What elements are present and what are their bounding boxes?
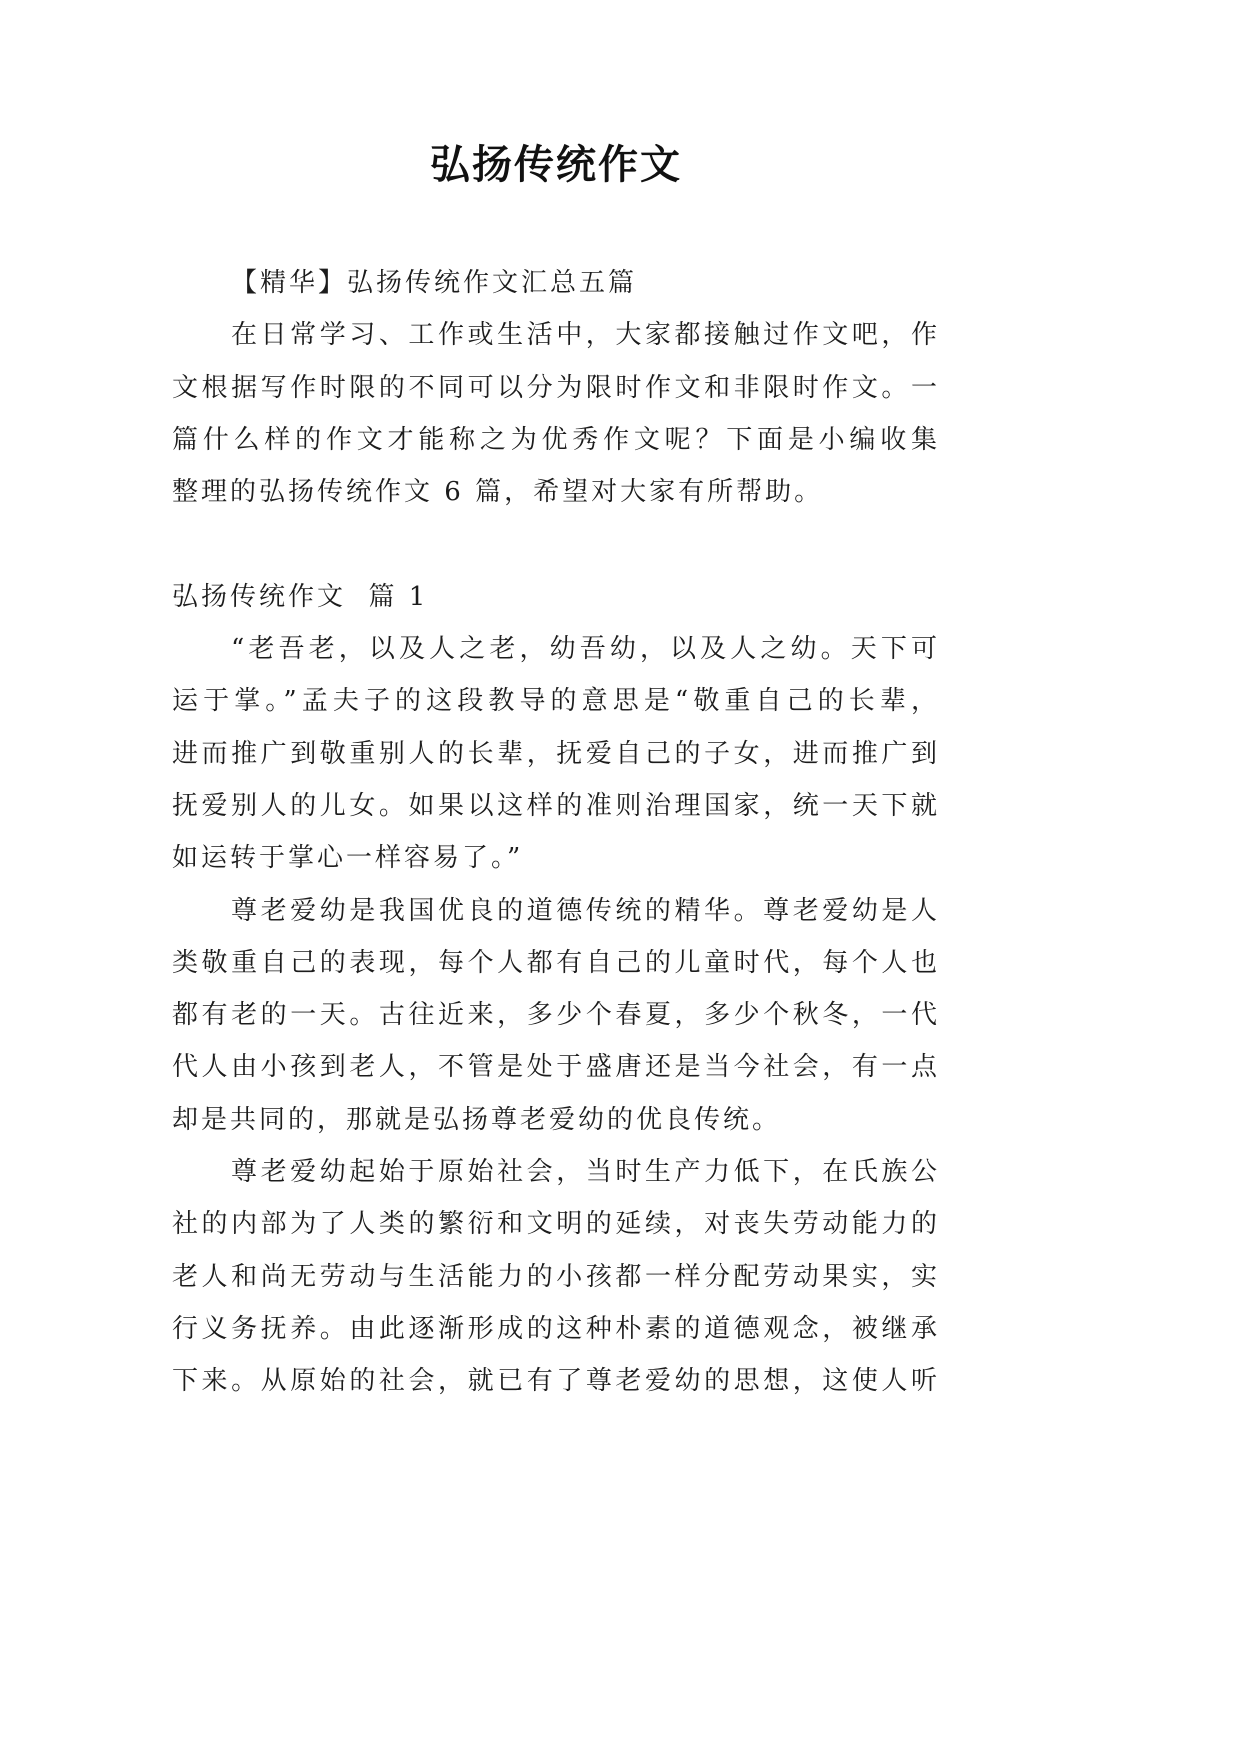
text-line: 类敬重自己的表现，每个人都有自己的儿童时代，每个人也 <box>172 947 940 978</box>
blank-line <box>172 518 940 570</box>
document-title: 弘扬传统作文 <box>430 141 682 188</box>
text-line: 老人和尚无劳动与生活能力的小孩都一样分配劳动果实，实 <box>172 1261 940 1292</box>
text-line: 文根据写作时限的不同可以分为限时作文和非限时作文。一 <box>172 372 940 403</box>
text-line: 行义务抚养。由此逐渐形成的这种朴素的道德观念，被继承 <box>172 1313 940 1344</box>
text-line: 进而推广到敬重别人的长辈，抚爱自己的子女，进而推广到 <box>172 738 940 769</box>
paragraph <box>172 1146 940 1407</box>
text-line: 却是共同的，那就是弘扬尊老爱幼的优良传统。 <box>172 1104 782 1135</box>
text-line: 如运转于掌心一样容易了。” <box>172 843 524 874</box>
text-line: 在日常学习、工作或生活中，大家都接触过作文吧，作 <box>231 320 940 351</box>
paragraph <box>172 885 940 1146</box>
document-subtitle: 【精华】弘扬传统作文汇总五篇 <box>231 268 638 298</box>
text-line: 整理的弘扬传统作文 6 篇，希望对大家有所帮助。 <box>172 477 824 508</box>
text-line: 尊老爱幼起始于原始社会，当时生产力低下，在氏族公 <box>231 1157 940 1188</box>
section-heading: 弘扬传统作文 篇 1 <box>172 581 429 612</box>
text-line: 尊老爱幼是我国优良的道德传统的精华。尊老爱幼是人 <box>231 895 940 926</box>
text-line: 社的内部为了人类的繁衍和文明的延续，对丧失劳动能力的 <box>172 1209 940 1240</box>
intro-paragraph <box>172 309 940 518</box>
text-line: 都有老的一天。古往近来，多少个春夏，多少个秋冬，一代 <box>172 1000 940 1031</box>
text-line: 篇什么样的作文才能称之为优秀作文呢？下面是小编收集 <box>172 424 940 455</box>
text-line: 运于掌。”孟夫子的这段教导的意思是“敬重自己的长辈， <box>172 686 940 717</box>
document-body <box>172 257 940 1408</box>
text-line: 下来。从原始的社会，就已有了尊老爱幼的思想，这使人听 <box>172 1366 940 1397</box>
text-line: 抚爱别人的儿女。如果以这样的准则治理国家，统一天下就 <box>172 790 940 821</box>
text-line: “老吾老，以及人之老，幼吾幼，以及人之幼。天下可 <box>231 634 940 665</box>
text-line: 代人由小孩到老人，不管是处于盛唐还是当今社会，有一点 <box>172 1052 940 1083</box>
paragraph <box>172 623 940 884</box>
